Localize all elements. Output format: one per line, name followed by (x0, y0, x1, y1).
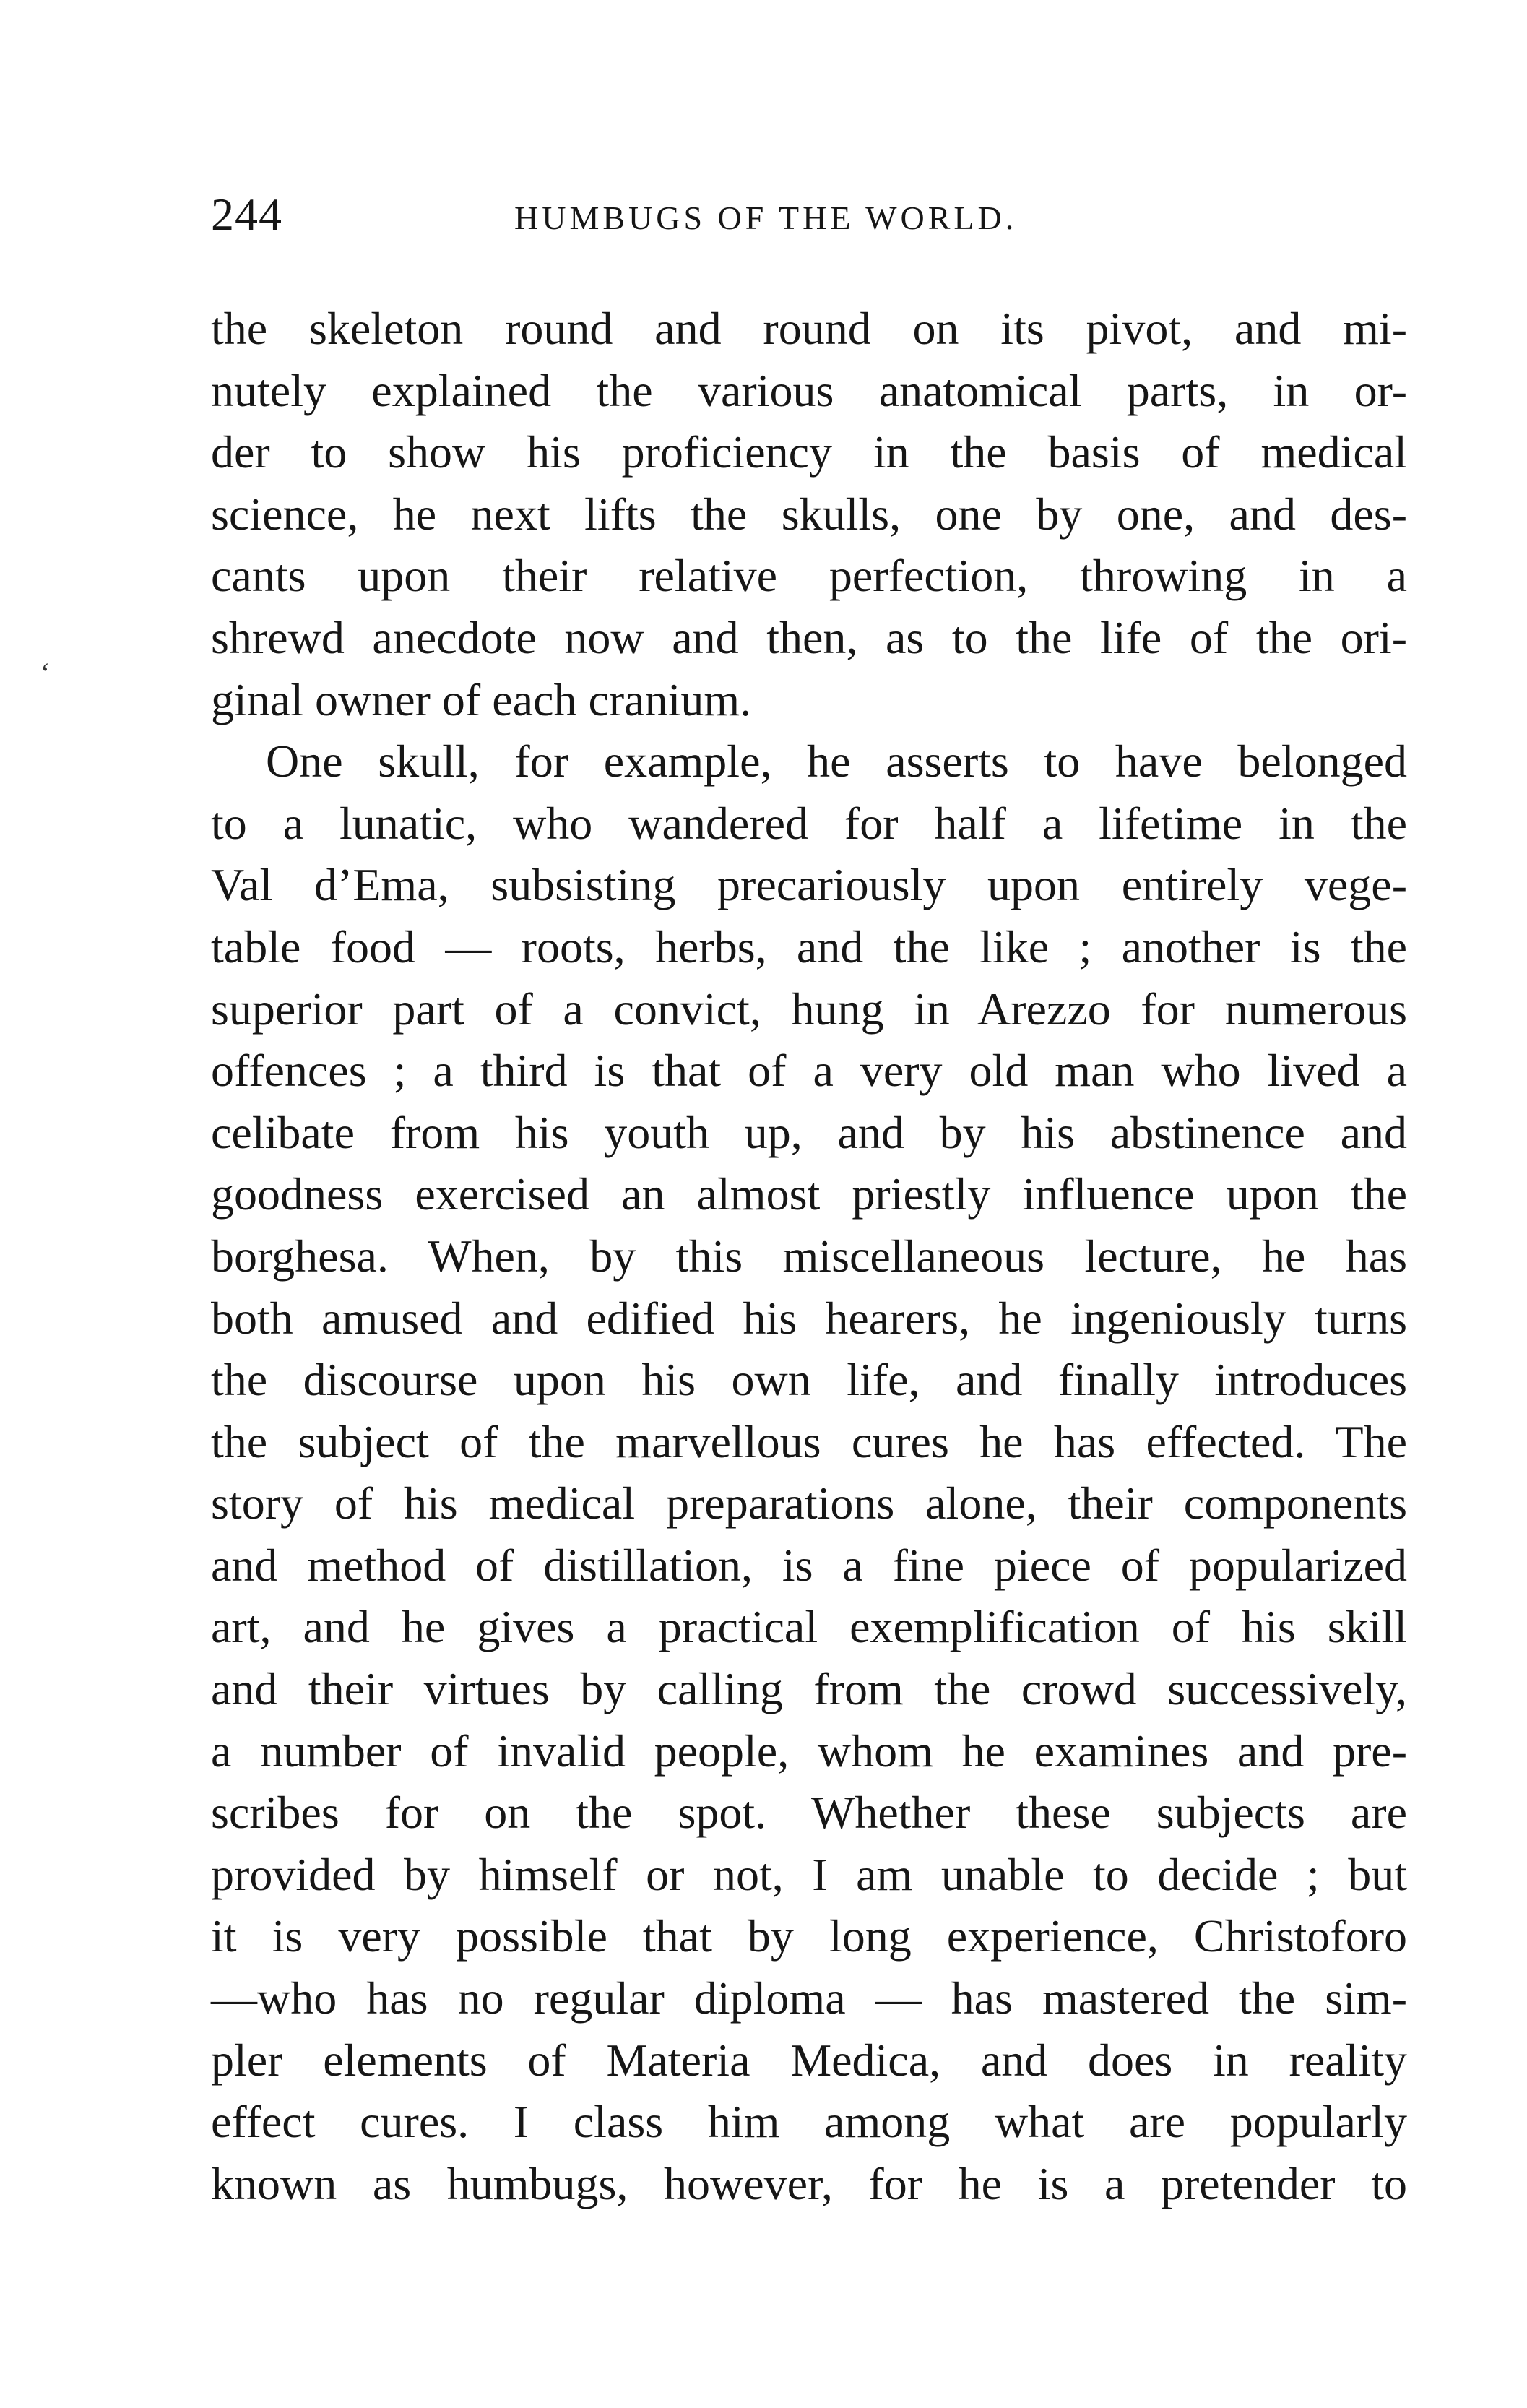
text-line: —who has no regular diploma — has mastered the sim- (211, 1972, 1407, 2024)
text-line: the skeleton round and round on its pivot, and mi- (211, 303, 1407, 354)
body-text (211, 298, 1407, 2214)
text-line: story of his medical preparations alone, their components (211, 1477, 1407, 1529)
text-line: pler elements of Materia Medica, and does in reality (211, 2034, 1407, 2086)
text-line: table food — roots, herbs, and the like ; another is the (211, 920, 1407, 972)
text-line: offences ; a third is that of a very old man who lived a (211, 1045, 1407, 1097)
text-line: to a lunatic, who wandered for half a lifetime in the (211, 797, 1407, 849)
text-line: the subject of the marvellous cures he has effected. The (211, 1415, 1407, 1467)
margin-mark: ‘ (40, 657, 51, 689)
text-line: effect cures. I class him among what are popularly (211, 2096, 1407, 2148)
text-line: it is very possible that by long experience, Christoforo (211, 1910, 1407, 1962)
text-line: and their virtues by calling from the crowd successively, (211, 1663, 1407, 1715)
text-line: art, and he gives a practical exemplification of his skill (211, 1601, 1407, 1653)
text-line: science, he next lifts the skulls, one by one, and des- (211, 488, 1407, 540)
text-line: celibate from his youth up, and by his abstinence and (211, 1106, 1407, 1158)
text-line: known as humbugs, however, for he is a pretender to (211, 2157, 1407, 2209)
text-line: the discourse upon his own life, and finally introduces (211, 1354, 1407, 1406)
text-line: nutely explained the various anatomical parts, in or- (211, 364, 1407, 416)
paragraph-start-line: One skull, for example, he asserts to have belonged (266, 735, 1407, 787)
text-line: der to show his proficiency in the basis of medical (211, 426, 1407, 478)
text-line: shrewd anecdote now and then, as to the life of the ori- (211, 611, 1407, 663)
page-header (211, 182, 1287, 247)
running-title: HUMBUGS OF THE WORLD. (514, 199, 1018, 236)
text-line: both amused and edified his hearers, he ingeniously turns (211, 1292, 1407, 1344)
text-line: scribes for on the spot. Whether these subjects are (211, 1787, 1407, 1839)
text-line: cants upon their relative perfection, throwing in a (211, 550, 1407, 602)
text-line: superior part of a convict, hung in Arezzo for numerous (211, 983, 1407, 1035)
text-line: provided by himself or not, I am unable to decide ; but (211, 1848, 1407, 1900)
text-line: goodness exercised an almost priestly influence upon the (211, 1168, 1407, 1220)
text-line: borghesa. When, by this miscellaneous lecture, he has (211, 1230, 1407, 1282)
text-line: and method of distillation, is a fine piece of popularized (211, 1539, 1407, 1591)
text-line: Val d’Ema, subsisting precariously upon entirely vege- (211, 859, 1407, 911)
text-line: a number of invalid people, whom he examines and pre- (211, 1725, 1407, 1777)
page-number: 244 (211, 189, 282, 240)
paragraph-end-line: ginal owner of each cranium. (211, 673, 752, 725)
